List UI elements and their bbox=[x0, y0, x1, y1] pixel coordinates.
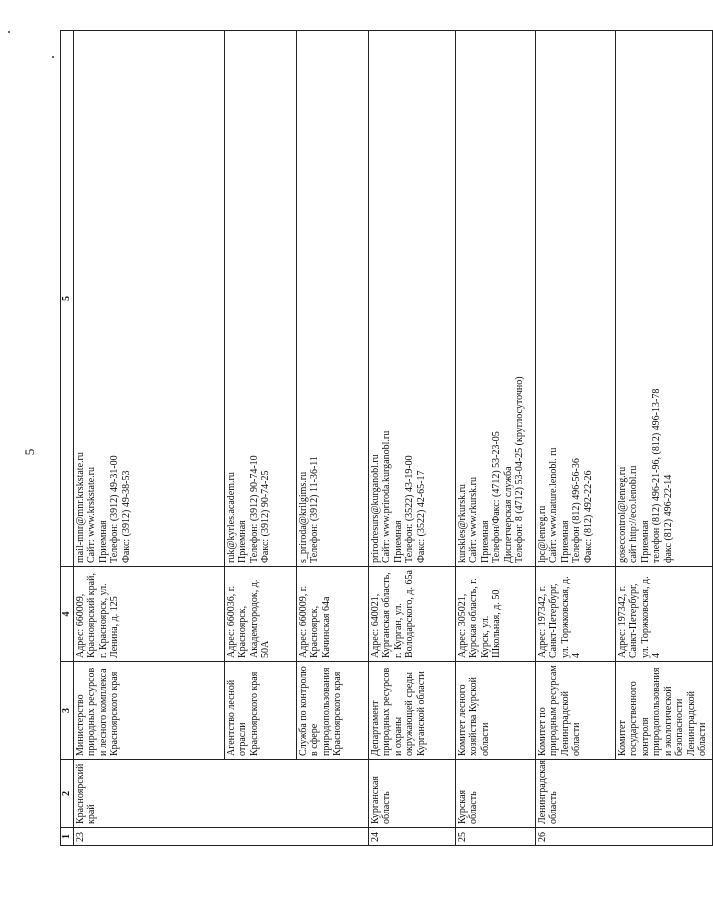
agency-name: Комитет по природным ресурсам Ленинградской области bbox=[535, 662, 615, 760]
column-header-3: 3 bbox=[61, 662, 74, 760]
agency-name: Комитет лесного хозяйства Курской области bbox=[455, 662, 535, 760]
agency-address: Адрес: 660009, Красноярский край, г. Красноярск, ул. Ленина, д. 125 bbox=[73, 567, 224, 662]
scan-speck bbox=[52, 56, 54, 58]
table-row bbox=[73, 31, 224, 846]
region-name: Красноярский край bbox=[73, 760, 368, 828]
agency-name: Министерство природных ресурсов и лесного комплекса Красноярского края bbox=[73, 662, 224, 760]
column-header-4: 4 bbox=[61, 567, 74, 662]
agency-address: Адрес: 660009, г. Красноярск, Качинская 64а bbox=[296, 567, 368, 662]
agency-name: Агентство лесной отрасли Красноярского края bbox=[224, 662, 296, 760]
agency-address: Адрес: 305021, Курская область, г. Курск, ул. Школьная, д. 50 bbox=[455, 567, 535, 662]
row-number: 24 bbox=[368, 828, 455, 846]
agency-contacts: s_priroda@krilgims.ru Телефон: (3912) 11-36-11 bbox=[296, 31, 368, 567]
scan-speck bbox=[8, 31, 10, 33]
table-row bbox=[368, 31, 455, 846]
table-row bbox=[615, 31, 712, 846]
agency-address: Адрес: 640021, Курганская область, г. Курган, ул. Володарского, д. 65а bbox=[368, 567, 455, 662]
region-name: Курганская область bbox=[368, 760, 455, 828]
region-name: Курская область bbox=[455, 760, 535, 828]
column-header-2: 2 bbox=[61, 760, 74, 828]
row-number: 23 bbox=[73, 828, 368, 846]
agency-address: Адрес: 660036, г. Красноярск, Академгородок, д. 50А bbox=[224, 567, 296, 662]
column-header-5: 5 bbox=[61, 31, 74, 567]
agency-contacts: lpc@lenreg.ru Сайт: www.nature.lenobl. ru Приемная Телефон (812) 496-56-36 Факс: (812) 492-22-26 bbox=[535, 31, 615, 567]
row-number: 25 bbox=[455, 828, 535, 846]
page-number: 5 bbox=[22, 448, 37, 456]
table-row bbox=[455, 31, 535, 846]
agencies-table bbox=[60, 30, 713, 846]
table-row bbox=[296, 31, 368, 846]
agency-contacts: mail-mnr@mnr.krskstate.ru Сайт: www.krskstate.ru Приемная Телефон: (3912) 49-31-00 Факс: (3912) 49-38-53 bbox=[73, 31, 224, 567]
header-row bbox=[61, 31, 74, 846]
agency-name: Департамент природных ресурсов и охраны окружающей среды Курганской области bbox=[368, 662, 455, 760]
rotated-page-content bbox=[60, 31, 708, 846]
agency-address: Адрес: 197342, г. Санкт-Петербург, ул. Торжковская, д. 4 bbox=[535, 567, 615, 662]
agency-contacts: goseccontrol@lenreg.ru сайт http://eco.lenobl.ru Приемная телефон (812) 496-21-96, (812) 496-13-78 факс (812) 496-22-14 bbox=[615, 31, 712, 567]
agency-address: Адрес: 197342, г. Санкт-Петербург, ул. Торжковская, д. 4 bbox=[615, 567, 712, 662]
region-name: Ленинградская область bbox=[535, 760, 712, 828]
agency-contacts: ruk@kyrles.academ.ru Приемная Телефон: (3912) 90-74-10 Факс: (3912) 90-74-25 bbox=[224, 31, 296, 567]
agency-contacts: prirodresurs@kurganobl.ru Сайт: www.priroda.kurganobl.ru Приемная Телефон: (3522) 43-19-00 Факс: (3522) 42-65-17 bbox=[368, 31, 455, 567]
agency-name: Служба по контролю в сфере природопользования Красноярского края bbox=[296, 662, 368, 760]
column-header-1: 1 bbox=[61, 828, 74, 846]
table-row bbox=[535, 31, 615, 846]
agency-name: Комитет государственного контроля природопользования и экологической безопасности Ленинградской области bbox=[615, 662, 712, 760]
agency-contacts: kurskles@rkursk.ru Сайт: www.rkursk.ru Приемная Телефон/Факс: (4712) 53-23-05 Диспетчерская служба Телефон: 8 (4712) 53-04-25 (круглосуточно) bbox=[455, 31, 535, 567]
table-row bbox=[224, 31, 296, 846]
row-number: 26 bbox=[535, 828, 712, 846]
